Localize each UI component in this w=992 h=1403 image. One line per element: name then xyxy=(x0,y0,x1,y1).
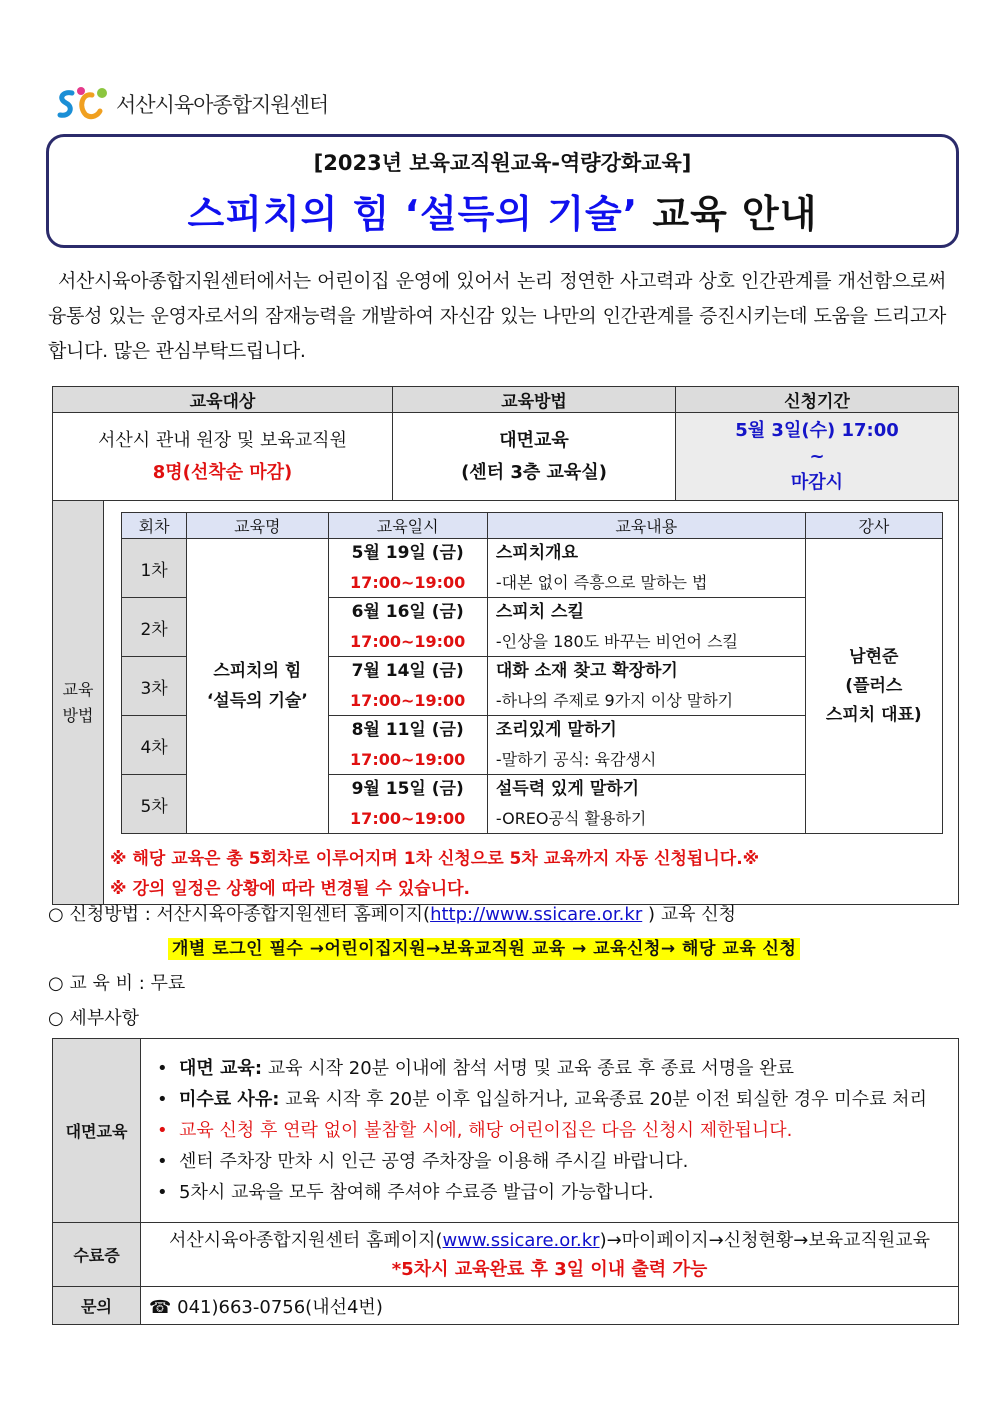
logo-text: 서산시육아종합지원센터 xyxy=(116,93,329,117)
course-subtitle: ‘설득의 기술’ xyxy=(206,691,308,711)
cert-prefix: 서산시육아종합지원센터 홈페이지( xyxy=(168,1229,443,1251)
datetime-cell xyxy=(328,716,487,775)
session-topic: 스피치 스킬 xyxy=(495,602,584,622)
datetime-cell xyxy=(328,598,487,657)
period-cell xyxy=(676,413,959,501)
round-label: 1차 xyxy=(122,539,187,598)
period-end: 마감시 xyxy=(790,471,844,493)
session-date: 5월 19일 (금) xyxy=(351,543,464,563)
datetime-cell xyxy=(328,539,487,598)
session-desc: -대본 없이 즉흥으로 말하는 법 xyxy=(495,573,708,592)
method-location: (센터 3층 교육실) xyxy=(461,461,607,483)
homepage-link[interactable]: http://www.ssicare.or.kr xyxy=(430,904,643,925)
session-desc: -말하기 공식: 육감생시 xyxy=(495,750,657,769)
course-name-cell xyxy=(187,539,328,834)
header-method: 교육방법 xyxy=(393,387,676,413)
session-topic: 조리있게 말하기 xyxy=(495,720,617,740)
schedule-notes xyxy=(110,844,958,904)
details-table xyxy=(52,1038,959,1325)
apply-prefix: ○ 신청방법 : 서산시육아종합지원센터 홈페이지( xyxy=(48,904,431,925)
session-topic: 스피치개요 xyxy=(495,543,578,563)
target-cell xyxy=(53,413,393,501)
page-title-suffix: 교육 안내 xyxy=(638,192,818,236)
rule-face-text: 교육 시작 20분 이내에 참석 서명 및 교육 종료 후 종료 서명을 완료 xyxy=(262,1058,795,1079)
content-cell xyxy=(487,716,805,775)
col-datetime: 교육일시 xyxy=(328,513,487,539)
note-schedule-change: ※ 강의 일정은 상황에 따라 변경될 수 있습니다. xyxy=(110,879,471,899)
face-label: 대면교육 xyxy=(53,1039,141,1223)
note-auto-enroll: ※ 해당 교육은 총 5회차로 이루어지며 1차 신청으로 5차 교육까지 자동 신청됩니다.※ xyxy=(110,849,760,869)
cert-suffix: )→마이페이지→신청현황→보육교직원교육 xyxy=(599,1229,931,1251)
cert-note: *5차시 교육완료 후 3일 이내 출력 가능 xyxy=(391,1258,708,1280)
cert-label: 수료증 xyxy=(53,1223,141,1287)
info-table xyxy=(52,386,959,905)
schedule-table xyxy=(121,512,943,834)
apply-path xyxy=(168,934,800,959)
page-title-highlight: 스피치의 힘 ‘설득의 기술’ xyxy=(187,192,639,236)
session-date: 7월 14일 (금) xyxy=(351,661,464,681)
course-name: 스피치의 힘 xyxy=(213,661,302,681)
rule-parking: • 센터 주차장 만차 시 인근 공영 주차장을 이용해 주시길 바랍니다. xyxy=(149,1146,950,1177)
header-target: 교육대상 xyxy=(53,387,393,413)
rule-incomplete-bold: 미수료 사유: xyxy=(179,1089,280,1110)
content-cell xyxy=(487,598,805,657)
instructor-name: 남현준 xyxy=(849,646,899,667)
table-row xyxy=(122,539,943,598)
title-box xyxy=(46,134,959,248)
contact-label: 문의 xyxy=(53,1287,141,1325)
round-label: 4차 xyxy=(122,716,187,775)
title-subtitle: [2023년 보육교직원교육-역량강화교육] xyxy=(313,151,692,175)
instructor-org: (플러스 xyxy=(845,675,903,696)
details-heading: ○ 세부사항 xyxy=(48,1008,139,1029)
center-logo xyxy=(56,84,328,124)
session-time: 17:00~19:00 xyxy=(350,750,466,769)
schedule-side-label: 교육 방법 xyxy=(53,501,104,905)
session-time: 17:00~19:00 xyxy=(350,573,466,592)
session-topic: 설득력 있게 말하기 xyxy=(495,779,640,799)
schedule-cell xyxy=(104,501,959,905)
intro-paragraph: 서산시육아종합지원센터에서는 어린이집 운영에 있어서 논리 정연한 사고력과 상호 인간관계를 개선함으로써 융통성 있는 운영자로서의 잠재능력을 개발하여 자신감 있는 나만의 인간관계를 증진시키는데 도움을 드리고자 합니다. 많은 관심부탁드립니다. xyxy=(48,270,946,362)
round-label: 2차 xyxy=(122,598,187,657)
round-label: 3차 xyxy=(122,657,187,716)
page-title xyxy=(49,183,956,238)
content-cell xyxy=(487,775,805,834)
round-label: 5차 xyxy=(122,775,187,834)
apply-suffix: ) 교육 신청 xyxy=(642,904,736,925)
session-date: 9월 15일 (금) xyxy=(351,779,464,799)
instructor-cell xyxy=(805,539,942,834)
period-tilde: ~ xyxy=(809,445,825,467)
col-round: 회차 xyxy=(122,513,187,539)
rule-face xyxy=(149,1053,950,1084)
target-capacity: 8명(선착순 마감) xyxy=(152,461,293,483)
session-time: 17:00~19:00 xyxy=(350,632,466,651)
rule-incomplete-text: 교육 시작 후 20분 이후 입실하거나, 교육종료 20분 이전 퇴실한 경우 미수료 처리 xyxy=(279,1089,927,1110)
cert-link[interactable]: www.ssicare.or.kr xyxy=(442,1229,600,1251)
session-time: 17:00~19:00 xyxy=(350,809,466,828)
period-start: 5월 3일(수) 17:00 xyxy=(735,419,899,441)
session-time: 17:00~19:00 xyxy=(350,691,466,710)
fee-line: ○ 교 육 비 : 무료 xyxy=(48,973,186,994)
method-cell xyxy=(393,413,676,501)
cert-path xyxy=(141,1226,958,1255)
datetime-cell xyxy=(328,775,487,834)
cert-cell xyxy=(141,1223,959,1287)
session-date: 6월 16일 (금) xyxy=(351,602,464,622)
method-type: 대면교육 xyxy=(499,429,569,451)
content-cell xyxy=(487,657,805,716)
col-course: 교육명 xyxy=(187,513,328,539)
rule-no-show: • 교육 신청 후 연락 없이 불참할 시에, 해당 어린이집은 다음 신청시 제한됩니다. xyxy=(149,1115,950,1146)
col-instructor: 강사 xyxy=(805,513,942,539)
session-desc: -OREO공식 활용하기 xyxy=(495,809,647,828)
session-topic: 대화 소재 찾고 확장하기 xyxy=(495,661,678,681)
face-rules-cell xyxy=(141,1039,959,1223)
rule-incomplete xyxy=(149,1084,950,1115)
header-period: 신청기간 xyxy=(676,387,959,413)
content-cell xyxy=(487,539,805,598)
contact-phone: ☎ 041)663-0756(내선4번) xyxy=(141,1287,959,1325)
instructor-title: 스피치 대표) xyxy=(825,704,922,725)
session-date: 8월 11일 (금) xyxy=(351,720,464,740)
apply-path-highlight: 개별 로그인 필수 →어린이집지원→보육교직원 교육 → 교육신청→ 해당 교육 신청 xyxy=(168,938,800,960)
session-desc: -하나의 주제로 9가지 이상 말하기 xyxy=(495,691,734,710)
col-content: 교육내용 xyxy=(487,513,805,539)
target-text: 서산시 관내 원장 및 보육교직원 xyxy=(98,429,347,451)
rule-face-bold: 대면 교육: xyxy=(179,1058,263,1079)
logo-icon xyxy=(56,85,110,123)
datetime-cell xyxy=(328,657,487,716)
rule-certificate: • 5차시 교육을 모두 참여해 주셔야 수료증 발급이 가능합니다. xyxy=(149,1177,950,1208)
session-desc: -인상을 180도 바꾸는 비언어 스킬 xyxy=(495,632,739,651)
apply-method xyxy=(48,900,736,926)
